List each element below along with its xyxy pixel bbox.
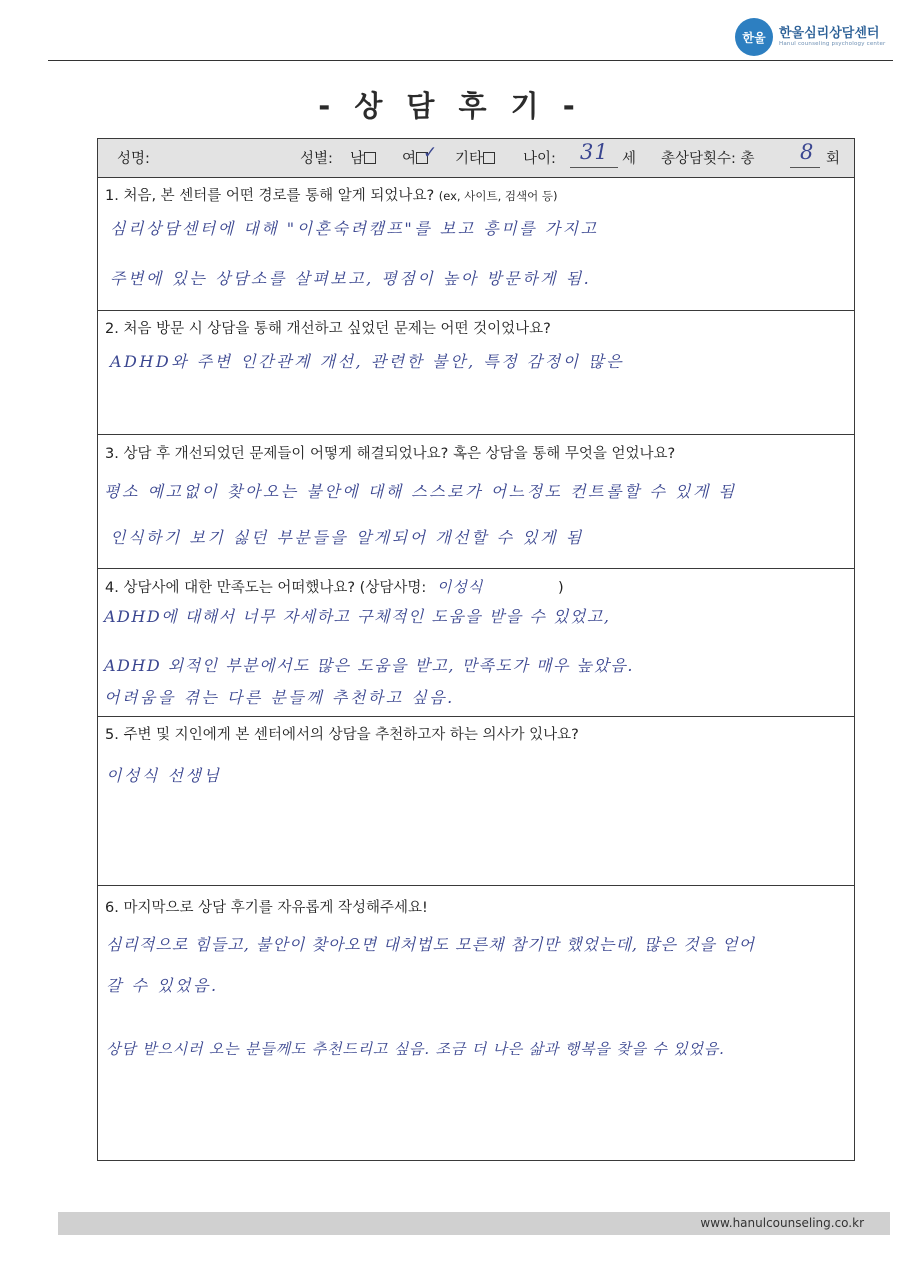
question-3: 3. 상담 후 개선되었던 문제들이 어떻게 해결되었나요? 혹은 상담을 통해 무엇을 얻었나요? xyxy=(105,446,676,462)
question-1 xyxy=(105,184,557,205)
sessions-underline xyxy=(790,167,820,168)
sessions-unit: 회 xyxy=(826,151,841,167)
answer-4-line-3[interactable]: 어려움을 겪는 다른 분들께 추천하고 싶음. xyxy=(104,688,455,707)
answer-4-line-1[interactable]: ADHD에 대해서 너무 자세하고 구체적인 도움을 받을 수 있었고, xyxy=(104,607,611,626)
section-divider xyxy=(97,310,855,311)
gender-other-checkbox[interactable] xyxy=(483,152,495,164)
section-divider xyxy=(97,568,855,569)
question-4-close: ) xyxy=(557,580,564,596)
answer-5-line-1[interactable]: 이성식 선생님 xyxy=(106,766,222,785)
gender-male-option[interactable] xyxy=(350,147,376,168)
logo-name: 한울심리상담센터 xyxy=(779,26,880,41)
age-label: 나이: xyxy=(523,151,556,167)
question-4-text: 4. 상담사에 대한 만족도는 어떠했나요? (상담사명: xyxy=(105,580,427,596)
answer-6-line-3[interactable]: 상담 받으시러 오는 분들께도 추천드리고 싶음. 조금 더 나은 삶과 행복을 찾을 수 있었음. xyxy=(106,1040,725,1058)
logo-mark: 한울 xyxy=(735,18,773,56)
gender-other-option[interactable] xyxy=(455,147,495,168)
age-unit: 세 xyxy=(622,151,637,167)
center-logo xyxy=(735,18,885,58)
logo-tagline: Hanul counseling psychology center xyxy=(779,41,886,47)
section-divider xyxy=(97,434,855,435)
name-label: 성명: xyxy=(117,151,150,167)
age-underline xyxy=(570,167,618,168)
gender-female-label: 여 xyxy=(402,151,417,167)
form-frame xyxy=(97,138,855,1161)
sessions-label: 총상담횟수: 총 xyxy=(661,151,755,167)
header-rule xyxy=(48,60,893,61)
sessions-value[interactable]: 8 xyxy=(800,140,815,164)
answer-3-line-1[interactable]: 평소 예고없이 찾아오는 불안에 대해 스스로가 어느정도 컨트롤할 수 있게 됨 xyxy=(104,482,737,501)
gender-male-checkbox[interactable] xyxy=(364,152,376,164)
question-1-text: 1. 처음, 본 센터를 어떤 경로를 통해 알게 되었나요? xyxy=(105,188,435,204)
answer-3-line-2[interactable]: 인식하기 보기 싫던 부분들을 알게되어 개선할 수 있게 됨 xyxy=(110,528,584,547)
answer-1-line-1[interactable]: 심리상담센터에 대해 "이혼숙려캠프"를 보고 흥미를 가지고 xyxy=(110,219,599,238)
answer-6-line-2[interactable]: 갈 수 있었음. xyxy=(106,976,219,995)
gender-other-label: 기타 xyxy=(455,151,484,167)
answer-1-line-2[interactable]: 주변에 있는 상담소를 살펴보고, 평점이 높아 방문하게 됨. xyxy=(110,269,592,288)
footer-url[interactable]: www.hanulcounseling.co.kr xyxy=(700,1216,864,1230)
question-5: 5. 주변 및 지인에게 본 센터에서의 상담을 추천하고자 하는 의사가 있나요? xyxy=(105,727,579,743)
counselor-name[interactable]: 이성식 xyxy=(436,578,484,596)
gender-female-checkmark-icon: ✓ xyxy=(423,143,438,163)
answer-4-line-2[interactable]: ADHD 외적인 부분에서도 많은 도움을 받고, 만족도가 매우 높았음. xyxy=(104,656,634,675)
question-2: 2. 처음 방문 시 상담을 통해 개선하고 싶었던 문제는 어떤 것이었나요? xyxy=(105,321,551,337)
question-1-hint: (ex, 사이트, 검색어 등) xyxy=(438,189,558,203)
answer-6-line-1[interactable]: 심리적으로 힘들고, 불안이 찾아오면 대처법도 모른채 참기만 했었는데, 많은 것을 얻어 xyxy=(106,935,755,954)
answer-2-line-1[interactable]: ADHD와 주변 인간관계 개선, 관련한 불안, 특정 감정이 많은 xyxy=(110,352,625,371)
gender-male-label: 남 xyxy=(350,151,365,167)
gender-label: 성별: xyxy=(300,151,333,167)
section-divider xyxy=(97,716,855,717)
question-6: 6. 마지막으로 상담 후기를 자유롭게 작성해주세요! xyxy=(105,900,428,916)
age-value[interactable]: 31 xyxy=(580,140,609,164)
document-title: - 상 담 후 기 - xyxy=(318,89,582,123)
section-divider xyxy=(97,885,855,886)
question-4 xyxy=(105,576,564,597)
